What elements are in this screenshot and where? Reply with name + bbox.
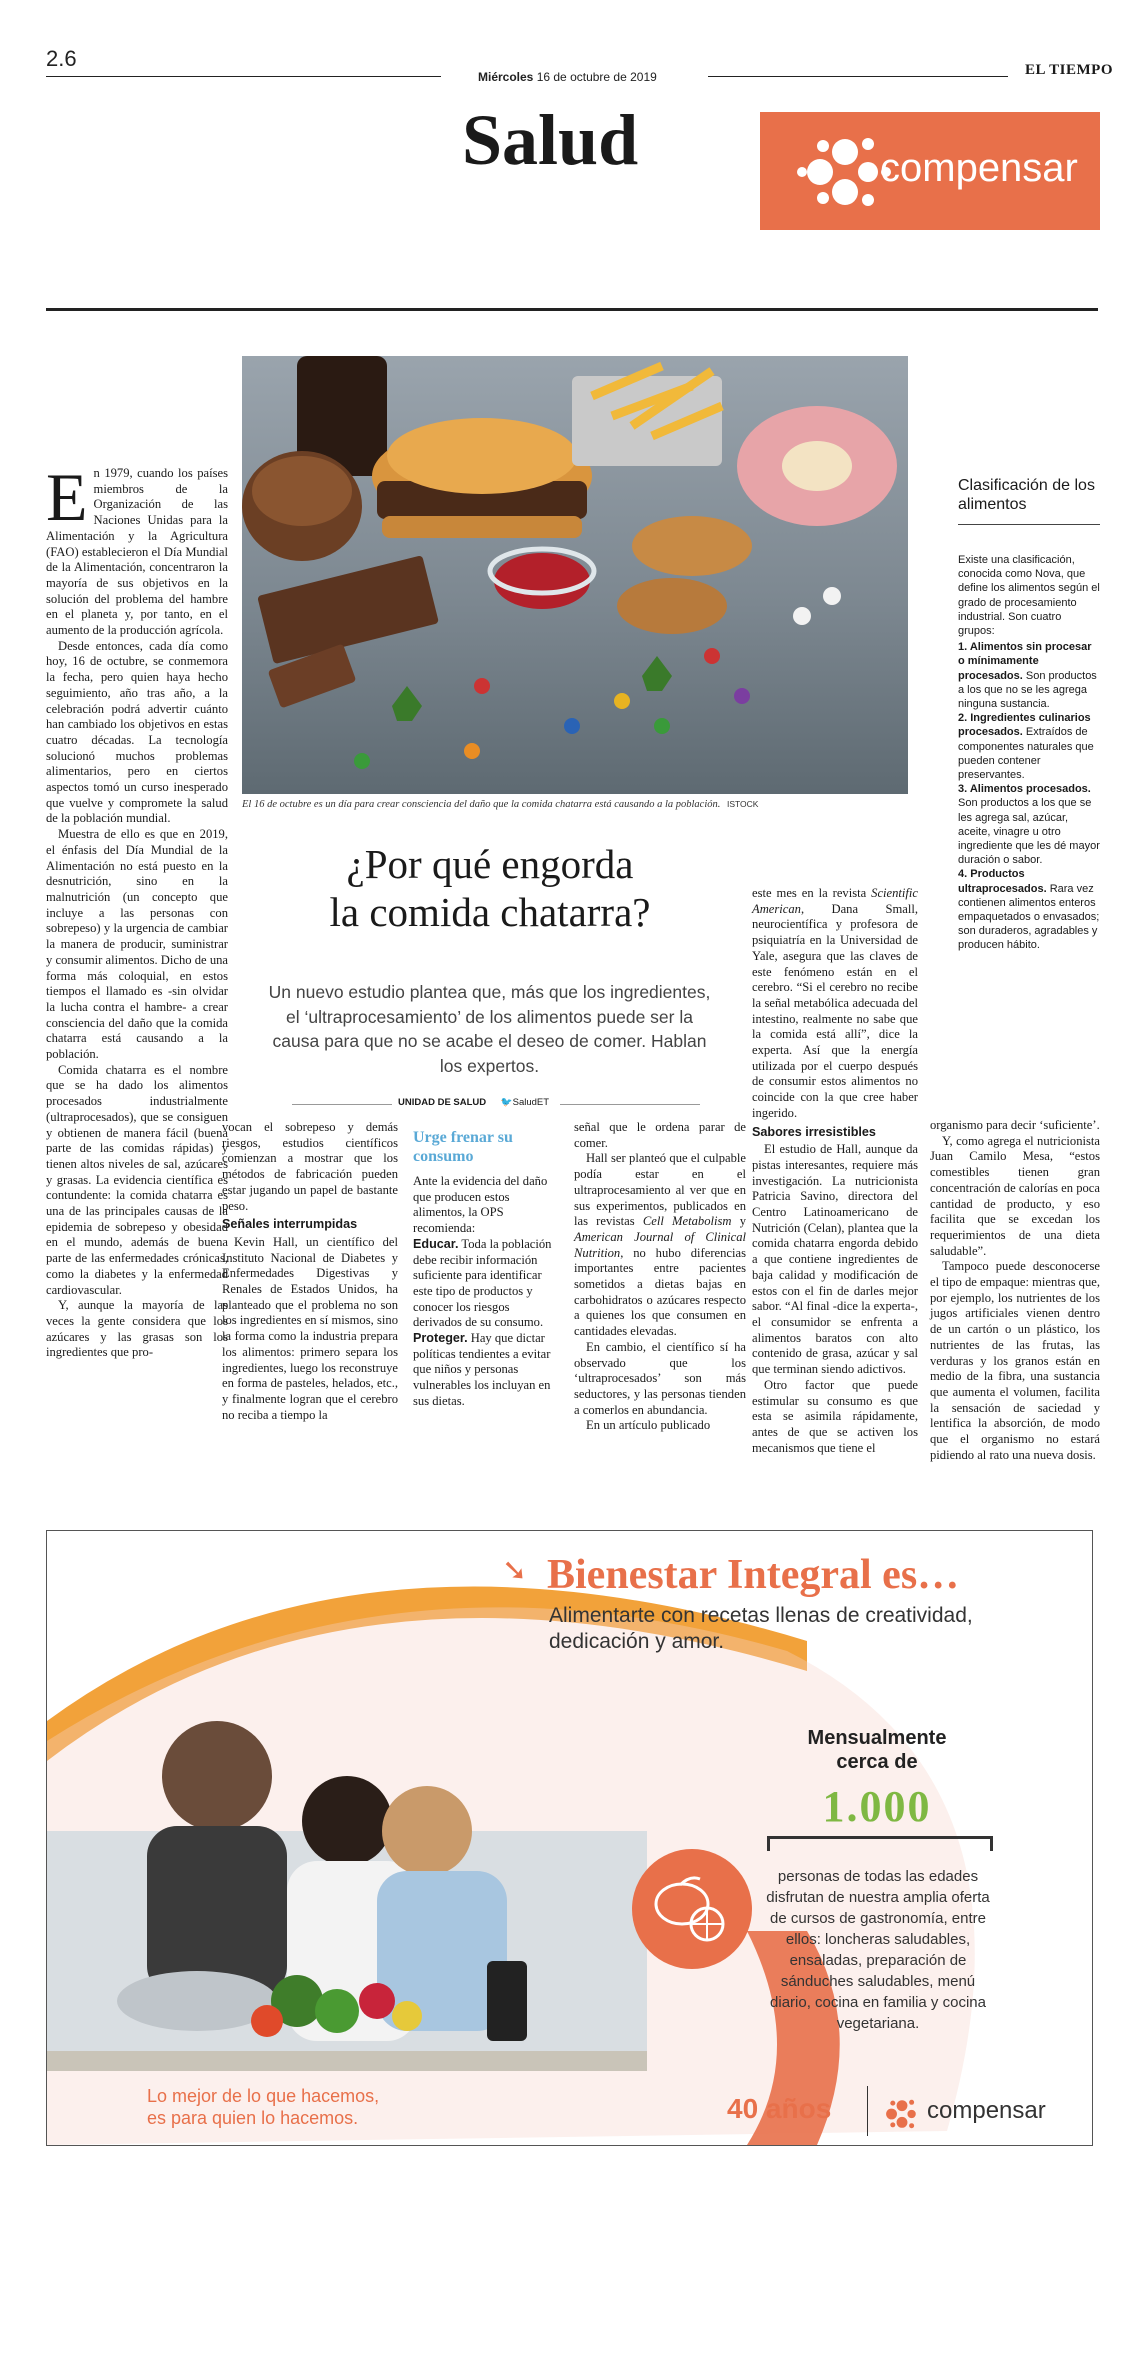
ad-title: Bienestar Integral es… [547, 1552, 960, 1598]
byline-rule-left [292, 1104, 392, 1105]
subheading: Sabores irresistibles [752, 1124, 876, 1139]
box-text: Hay que dictar políticas tendientes a evitar que niños y personas vulnerables los incluyan en sus dietas. [413, 1331, 551, 1408]
compensar-ad [46, 1530, 1093, 2146]
box-keyword: Proteger. [413, 1331, 468, 1346]
headline [250, 840, 730, 936]
ad-number: 1.000 [822, 1782, 932, 1831]
box-title: Urge frenar su consumo [413, 1129, 513, 1165]
box-keyword: Educar. [413, 1236, 459, 1251]
sidebar-item: 1. Alimentos sin procesar o mínimamente procesados. Son productos a los que no se les agrega ninguna sustancia. [958, 641, 1097, 711]
ad-divider [867, 2086, 868, 2136]
header-date [478, 70, 657, 84]
sidebar-item: 2. Ingredientes culinarios procesados. Extraídos de componentes naturales que pueden contener preservantes. [958, 712, 1094, 782]
caption-text: El 16 de octubre es un día para crear consciencia del daño que la comida chatarra está causando a la población. [242, 799, 721, 810]
headline-line-2: la comida chatarra? [329, 889, 651, 935]
article-paragraph: Y, aunque la mayoría de las veces la gente considera que los azúcares y las grasas son los ingredientes que pro- [46, 1298, 228, 1360]
article-column-4 [574, 1120, 746, 1434]
drop-cap: E [46, 459, 88, 535]
classification-sidebar [958, 476, 1100, 953]
byline [398, 1097, 549, 1108]
article-paragraph: señal que le ordena parar de comer. [574, 1120, 746, 1150]
lede: Un nuevo estudio plantea que, más que los ingredientes, el ‘ultraprocesamiento’ de los alimentos puede ser la causa para que no se acabe el deseo de comer. Hablan los expertos. [268, 982, 711, 1076]
article-paragraph: Tampoco puede desconocerse el tipo de empaque: mientras que, por ejemplo, los nutrientes de los jugos artificiales vienen dentro de un cartón o un plástico, los nutrientes de las frutas, las verduras y los granos están en medio de la fibra, una sustancia que aumenta el volumen, facilita la sensación de saciedad y lentifica la absorción, de modo que el organismo no estará pidiendo al rato una nueva dosis. [930, 1259, 1100, 1462]
sidebar-list [958, 640, 1100, 952]
header-rule-left [46, 76, 441, 77]
article-paragraph: Kevin Hall, un científico del Instituto Nacional de Diabetes y Enfermedades Digestivas y Renales de Estados Unidos, ha planteado que el problema no son los ingredientes en sí mismos, sino la forma como la industria prepara los alimentos: primero separa los ingredientes, luego los reconstruye en forma de pasteles, helados, etc., y finalmente logran que el cerebro no reciba a tiempo la [222, 1234, 398, 1422]
ad-slogan: Lo mejor de lo que hacemos, es para quien lo hacemos. [147, 2086, 380, 2128]
article-paragraph: En cambio, el científico sí ha observado que los ‘ultraprocesados’ son más seductores, y las personas tienden a comerlos en abundancia. [574, 1339, 746, 1417]
article-paragraph: Y, como agrega el nutricionista Juan Camilo Mesa, “estos comestibles tienen gran concentración de calorías en poca cantidad de producto, y eso facilita que se excedan los requerimientos de una dieta saludable”. [930, 1133, 1100, 1258]
twitter-icon: 🐦 [500, 1097, 513, 1108]
ad-brand: compensar [927, 2097, 1046, 2124]
newspaper-name: EL TIEMPO [1025, 62, 1113, 78]
article-paragraph: Hall ser planteó que el culpable podía estar en el ultraprocesamiento al ver que en sus experimentos, publicados en las revistas Cell Metabolism y American Journal of Clinical Nutrition, no hubo diferencias importantes entre pacientes sometidos a dietas bajas en carbohidratos o azúcares respecto a quienes los que consumen en cantidades elevadas. [574, 1151, 746, 1339]
photo-caption [242, 799, 908, 810]
article-paragraph: El estudio de Hall, aunque da pistas interesantes, requiere más investigación. La nutricionista Patricia Savino, directora del Centro Latinoamericano de Nutrición (Celan), plantea que la comida chatarra engorda debido a que contiene ingredientes de baja calidad y modificación de estos con el fin de darles mejor sabor. “Al final -dice la experta-, el consumidor se enfrenta a alimentos baratos con alto contenido de grasa, azúcar y sal que terminan siendo adictivos. [752, 1142, 918, 1377]
sidebar-intro: Existe una clasificación, conocida como Nova, que define los alimentos según el grado de procesamiento industrial. Son cuatro grupos: [958, 554, 1100, 638]
article-paragraph: vocan el sobrepeso y demás riesgos, estudios científicos comienzan a mostrar que los métodos de fabricación pueden estar jugando un papel de bastante peso. [222, 1120, 398, 1213]
section-rule [46, 308, 1098, 311]
ad-arrow-icon: ➘ [502, 1553, 528, 1588]
sponsor-name: compensar [880, 146, 1078, 190]
article-column-2 [222, 1120, 398, 1423]
date-text: 16 de octubre de 2019 [536, 70, 657, 84]
photo-illustration [242, 356, 908, 794]
article-paragraph: Otro factor que puede estimular su consumo es que esta se asimila rápidamente, antes de que se activen los mecanismos que tiene el [752, 1377, 918, 1455]
byline-author: UNIDAD DE SALUD [398, 1097, 487, 1108]
article-paragraph: Muestra de ello es que en 2019, el énfasis del Día Mundial de la Alimentación no está puesto en la desnutrición, sino en la malnutrición (un concepto que incluye a las personas con sobrepeso) y la urgencia de cambiar la manera de producir, suministrar y consumir alimentos. Dicho de una forma más coloquial, en estos tiempos el llamado es -sin olvidar la lucha contra el hambre- a crear consciencia del daño que la comida chatarra está causando a la población. [46, 827, 228, 1062]
ad-description: personas de todas las edades disfrutan de nuestra amplia oferta de cursos de gastronomía, entre ellos: loncheras saludables, ensaladas, preparación de sánduches saludables, menú diario, cocina en familia y cocina vegetariana. [766, 1868, 990, 2032]
ad-monthly: Mensualmente cerca de [807, 1727, 947, 1773]
article-paragraph: Comida chatarra es el nombre que se ha dado los alimentos procesados industrialmente (ultraprocesados), que se consiguen y obtienen de manera fácil (buena parte de las comidas rápidas) y tienen altos niveles de sal, azúcares y grasas. La evidencia científica es contundente: la comida chatarra es una de las principales causas de la epidemia de sobrepeso y obesidad en el mundo, además de buena parte de las enfermedades crónicas, como la diabetes y la enfermedad cardiovascular. [46, 1062, 228, 1297]
date-weekday: Miércoles [478, 70, 534, 84]
article-paragraph: organismo para decir ‘suficiente’. [930, 1118, 1100, 1132]
article-paragraph: este mes en la revista Scientific American, Dana Small, neurocientífica y profesora de psiquiatría en la Universidad de Yale, asegura que las claves de este fenómeno están en el cerebro. “Si el cerebro no recibe la señal metabólica adecuada del intestino, realmente no sabe que la comida está allí”, dice la experta. Así que la energía utilizada por el cuerpo después de consumir estos alimentos no coincide con la que cree haber ingerido. [752, 886, 918, 1120]
sidebar-item: 4. Productos ultraprocesados. Rara vez contienen alimentos enteros empaquetados o envasados; son duraderos, agradables y producen hábito. [958, 868, 1100, 952]
photo-credit: ISTOCK [726, 799, 759, 809]
ad-years: 40 años [727, 2093, 832, 2124]
ad-bracket [767, 1836, 993, 1851]
byline-rule-right [560, 1104, 700, 1105]
box-text: Toda la población debe recibir información suficiente para identificar este tipo de productos y conocer los riesgos derivados de su consumo. [413, 1236, 552, 1330]
compensar-ad-logo-icon [879, 2091, 925, 2137]
junk-food-photo [242, 356, 908, 794]
recommendations-box [413, 1128, 553, 1410]
article-column-6 [930, 1118, 1100, 1463]
headline-line-1: ¿Por qué engorda [346, 841, 634, 887]
sidebar-rule [958, 524, 1100, 525]
article-paragraph: En un artículo publicado [586, 1418, 711, 1433]
article-column-5 [752, 886, 918, 1456]
article-paragraph: Desde entonces, cada día como hoy, 16 de octubre, se conmemora la fecha, pero quien haya hecho seguimiento, año tras año, a la celebración podrá advertir cuánto han cambiado los objetivos en estas cuatro décadas. La tecnología solucionó muchos problemas alimentarios, pero en ciertos aspectos tomó un curso inesperado que vuelve y compromete la salud de la población mundial. [46, 638, 228, 826]
ad-subtitle: Alimentarte con recetas llenas de creatividad, dedicación y amor. [549, 1604, 973, 1653]
box-intro: Ante la evidencia del daño que producen estos alimentos, la OPS recomienda: [413, 1174, 548, 1236]
article-paragraph: En 1979, cuando los países miembros de la Organización de las Naciones Unidas para la Alimentación y la Agricultura (FAO) establecieron el Día Mundial de la Alimentación, concentraron la mayoría de sus objetivos en la solución del problema del hambre en el planeta y, por tanto, en el aumento de la producción agrícola. [46, 459, 228, 638]
page-number: 2.6 [46, 46, 77, 71]
sidebar-title: Clasificación de los alimentos [958, 477, 1095, 513]
sponsor-box [760, 112, 1100, 230]
twitter-handle: SaludET [512, 1097, 550, 1108]
fruit-circle [632, 1849, 752, 1969]
section-title: Salud [462, 100, 639, 180]
article-column-1 [46, 459, 228, 1361]
header-rule-right [708, 76, 1008, 77]
subheading: Señales interrumpidas [222, 1217, 358, 1232]
sidebar-item: 3. Alimentos procesados. Son productos a los que se les agrega sal, azúcar, aceite, vinagre u otro ingrediente que les dé mayor duración o sabor. [958, 783, 1100, 867]
lemon-icon [632, 1849, 752, 1969]
